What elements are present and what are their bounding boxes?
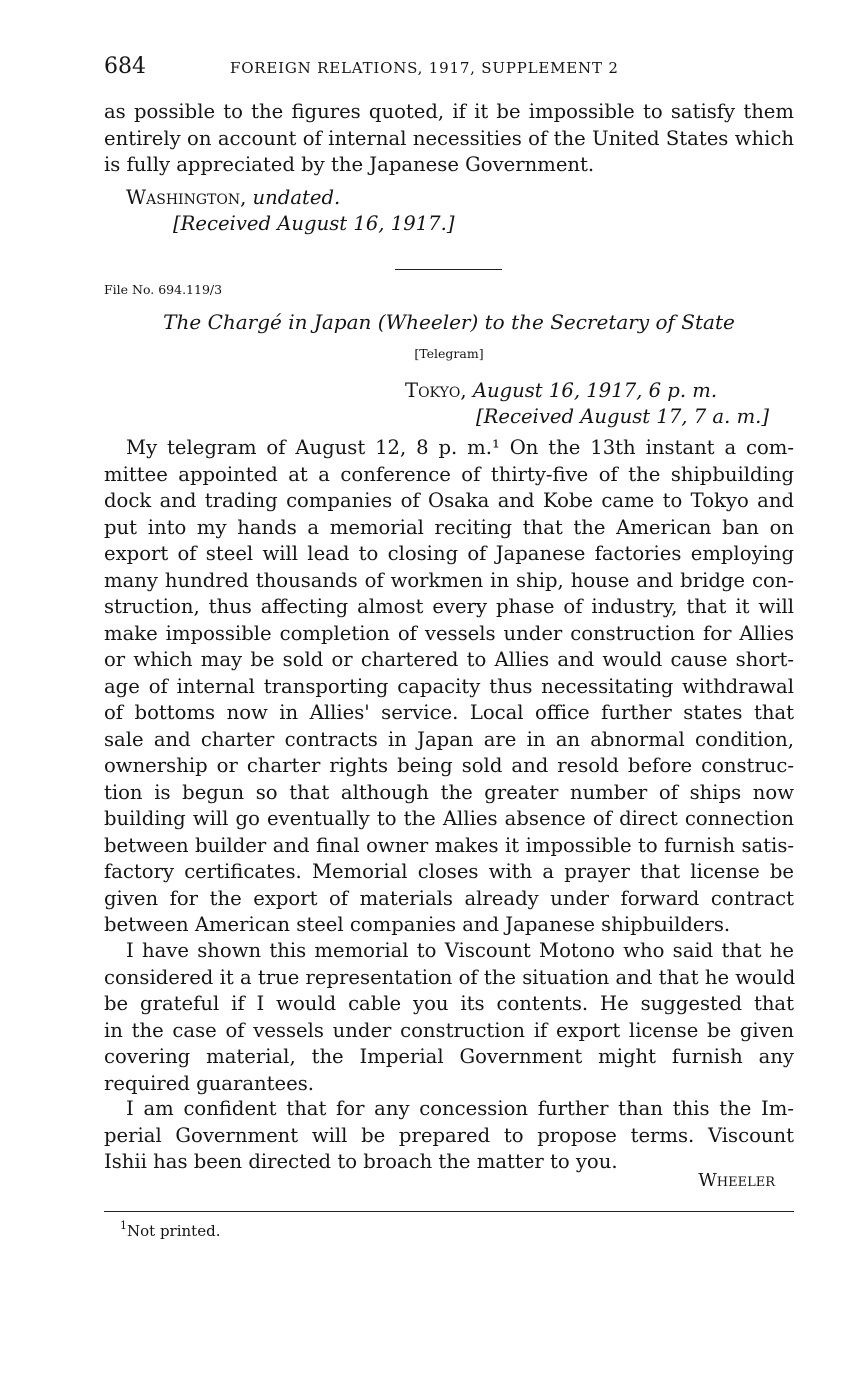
page-header	[104, 54, 794, 88]
received-note: [Received August 17, 7 a. m.]	[476, 405, 770, 428]
text-line: in the case of vessels under construction if export license be given	[104, 1018, 794, 1042]
text-line: of bottoms now in Allies' service. Local office further states that	[104, 701, 794, 724]
text-line: between builder and final owner makes it impossible to furnish satis-	[104, 833, 794, 857]
document-title: The Chargé in Japan (Wheeler) to the Secretary of State	[163, 310, 735, 334]
text-line: make impossible completion of vessels under construction for Allies	[104, 621, 794, 645]
paragraph-3	[104, 1096, 794, 1176]
footnote-divider	[104, 1211, 794, 1212]
footnote-marker: 1	[120, 1219, 127, 1232]
text-line: mittee appointed at a conference of thirty-five of the shipbuilding	[104, 462, 794, 486]
text-line: dock and trading companies of Osaka and Kobe came to Tokyo and	[104, 489, 794, 512]
signature: Wheeler	[698, 1170, 775, 1191]
text-line: age of internal transporting capacity thus necessitating withdrawal	[104, 674, 794, 698]
running-head: FOREIGN RELATIONS, 1917, SUPPLEMENT 2	[230, 59, 619, 77]
text-line: is fully appreciated by the Japanese Government.	[104, 153, 595, 176]
footnote	[120, 1219, 221, 1240]
dateline-place: Tokyo,	[405, 379, 467, 402]
text-line: required guarantees.	[104, 1071, 314, 1095]
dateline-tokyo	[405, 378, 717, 405]
text-line: tion is begun so that although the greater number of ships now	[104, 780, 794, 804]
paragraph-2	[104, 938, 794, 1097]
file-number: File No. 694.119/3	[104, 282, 223, 297]
dateline-washington	[126, 185, 340, 212]
text-line: ownership or charter rights being sold and resold before construc-	[104, 754, 794, 777]
text-line: put into my hands a memorial reciting that the American ban on	[104, 515, 794, 539]
footnote-text: Not printed.	[127, 1222, 221, 1240]
text-line: entirely on account of internal necessities of the United States which	[104, 126, 794, 150]
document-type: [Telegram]	[414, 346, 484, 361]
paragraph-1	[104, 435, 794, 939]
text-line: I am confident that for any concession further than this the Im-	[126, 1097, 794, 1120]
text-line: struction, thus affecting almost every phase of industry, that it will	[104, 595, 794, 618]
text-line: sale and charter contracts in Japan are in an abnormal condition,	[104, 727, 794, 751]
text-line: covering material, the Imperial Government might furnish any	[104, 1045, 794, 1068]
text-line: between American steel companies and Japanese shipbuilders.	[104, 913, 731, 936]
text-line: as possible to the figures quoted, if it be impossible to satisfy them	[104, 100, 794, 123]
dateline-place: Washington,	[126, 186, 247, 209]
text-line: perial Government will be prepared to propose terms. Viscount	[104, 1123, 794, 1147]
text-line: Ishii has been directed to broach the matter to you.	[104, 1150, 618, 1173]
text-line: building will go eventually to the Allies absence of direct connection	[104, 807, 794, 830]
text-line: or which may be sold or chartered to Allies and would cause short-	[104, 648, 794, 671]
text-line: many hundred thousands of workmen in ship, house and bridge con-	[104, 568, 794, 592]
section-divider	[395, 269, 502, 270]
text-line: I have shown this memorial to Viscount Motono who said that he	[126, 939, 794, 962]
page-number: 684	[104, 54, 146, 79]
text-line: export of steel will lead to closing of Japanese factories employing	[104, 542, 794, 565]
text-line: factory certificates. Memorial closes with a prayer that license be	[104, 860, 794, 883]
received-note: [Received August 16, 1917.]	[173, 212, 455, 235]
text-line: given for the export of materials already under forward contract	[104, 886, 794, 910]
continuation-paragraph	[104, 99, 794, 179]
text-line: considered it a true representation of the situation and that he would	[104, 965, 796, 989]
dateline-date: August 16, 1917, 6 p. m.	[472, 379, 718, 402]
dateline-date: undated.	[252, 186, 341, 209]
text-line: be grateful if I would cable you its contents. He suggested that	[104, 992, 794, 1015]
text-line: My telegram of August 12, 8 p. m.¹ On the 13th instant a com-	[126, 436, 794, 459]
